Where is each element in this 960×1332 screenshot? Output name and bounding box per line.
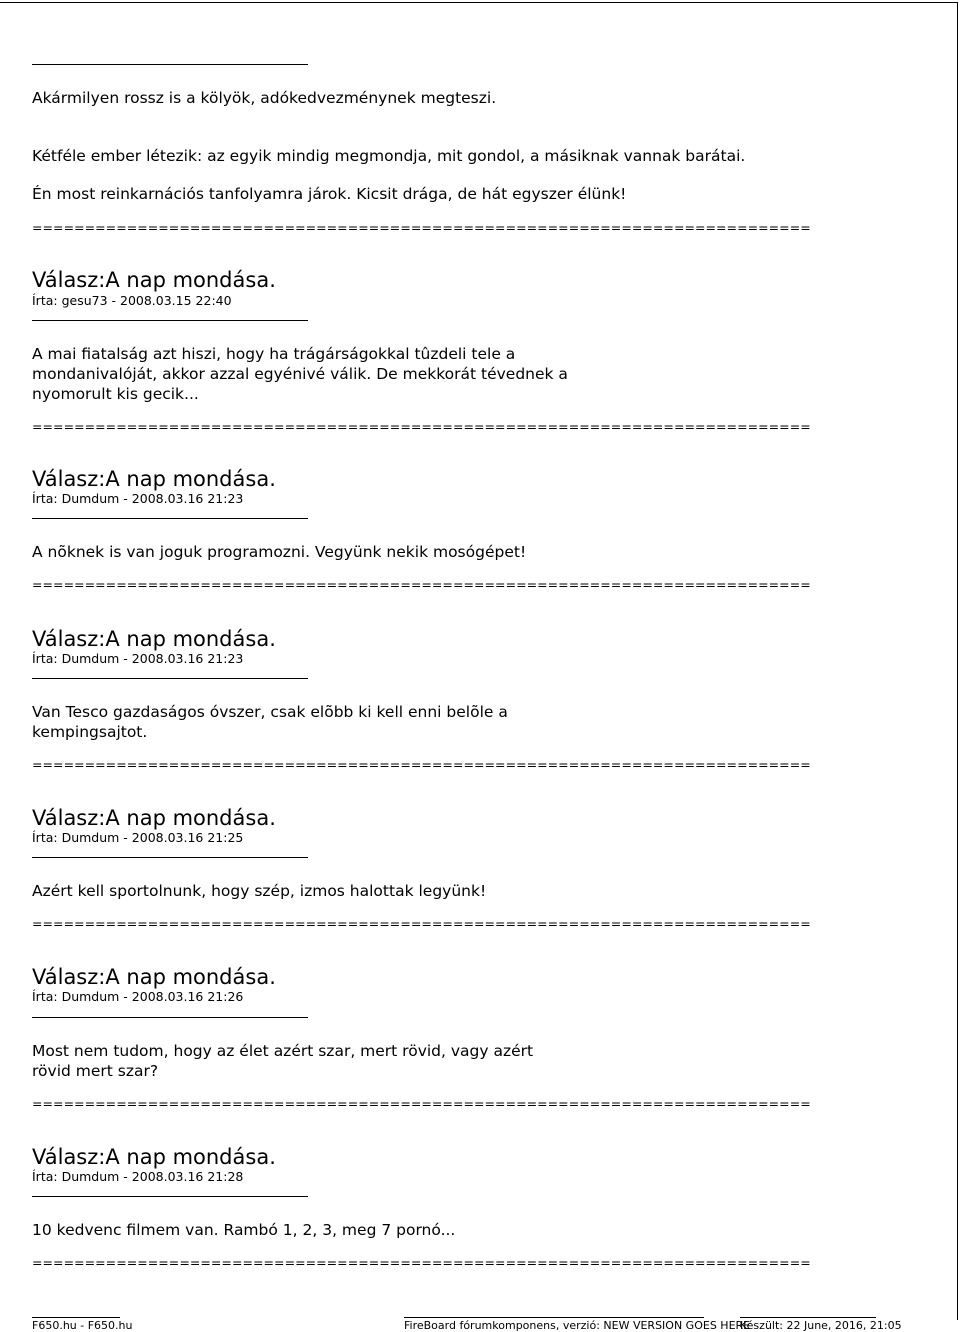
post-meta: Írta: Dumdum - 2008.03.16 21:23 xyxy=(32,491,244,506)
footer-component: FireBoard fórumkomponens, verzió: NEW VERSION GOES HERE xyxy=(404,1319,751,1332)
quote-text: Akármilyen rossz is a kölyök, adókedvezménynek megteszi. xyxy=(32,89,497,107)
page-border-right xyxy=(957,2,958,1320)
post-body: nyomorult kis gecik... xyxy=(32,385,199,403)
post-title: Válasz:A nap mondása. xyxy=(32,627,276,651)
post-meta: Írta: Dumdum - 2008.03.16 21:26 xyxy=(32,989,244,1004)
post-body: A mai fiatalság azt hiszi, hogy ha trágárságokkal tûzdeli tele a xyxy=(32,345,516,363)
footer-generated: Készült: 22 June, 2016, 21:05 xyxy=(740,1319,902,1332)
post-title: Válasz:A nap mondása. xyxy=(32,1145,276,1169)
page-border-top xyxy=(0,2,958,3)
post-body: Van Tesco gazdaságos óvszer, csak elõbb ki kell enni belõle a xyxy=(32,703,508,721)
post-meta: Írta: Dumdum - 2008.03.16 21:25 xyxy=(32,830,244,845)
post-meta: Írta: Dumdum - 2008.03.16 21:28 xyxy=(32,1169,244,1184)
post-body: A nõknek is van joguk programozni. Vegyünk nekik mosógépet! xyxy=(32,543,527,561)
post-body: Azért kell sportolnunk, hogy szép, izmos halottak legyünk! xyxy=(32,882,487,900)
post-divider xyxy=(32,1196,308,1197)
separator: ========================================================================== xyxy=(32,577,811,592)
post-body: mondanivalóját, akkor azzal egyénivé válik. De mekkorát tévednek a xyxy=(32,365,568,383)
post-divider xyxy=(32,857,308,858)
post-title: Válasz:A nap mondása. xyxy=(32,268,276,292)
footer-rule xyxy=(404,1317,704,1318)
footer-rule xyxy=(32,1317,120,1318)
post-title: Válasz:A nap mondása. xyxy=(32,965,276,989)
separator: ========================================================================== xyxy=(32,419,811,434)
post-body: kempingsajtot. xyxy=(32,723,148,741)
post-divider xyxy=(32,518,308,519)
quote-text: Én most reinkarnációs tanfolyamra járok. Kicsit drága, de hát egyszer élünk! xyxy=(32,185,627,203)
post-body: 10 kedvenc filmem van. Rambó 1, 2, 3, meg 7 pornó... xyxy=(32,1221,456,1239)
post-divider xyxy=(32,678,308,679)
post-title: Válasz:A nap mondása. xyxy=(32,806,276,830)
post-divider xyxy=(32,64,308,65)
post-meta: Írta: gesu73 - 2008.03.15 22:40 xyxy=(32,293,232,308)
quote-text: Kétféle ember létezik: az egyik mindig megmondja, mit gondol, a másiknak vannak barátai. xyxy=(32,147,746,165)
footer-rule xyxy=(740,1317,876,1318)
post-meta: Írta: Dumdum - 2008.03.16 21:23 xyxy=(32,651,244,666)
separator: ========================================================================== xyxy=(32,1096,811,1111)
footer-site: F650.hu - F650.hu xyxy=(32,1319,133,1332)
separator: ========================================================================== xyxy=(32,916,811,931)
post-divider xyxy=(32,320,308,321)
separator: ========================================================================== xyxy=(32,1255,811,1270)
post-body: rövid mert szar? xyxy=(32,1062,159,1080)
separator: ========================================================================== xyxy=(32,757,811,772)
post-title: Válasz:A nap mondása. xyxy=(32,467,276,491)
post-divider xyxy=(32,1017,308,1018)
post-body: Most nem tudom, hogy az élet azért szar, mert rövid, vagy azért xyxy=(32,1042,534,1060)
separator: ========================================================================== xyxy=(32,220,811,235)
